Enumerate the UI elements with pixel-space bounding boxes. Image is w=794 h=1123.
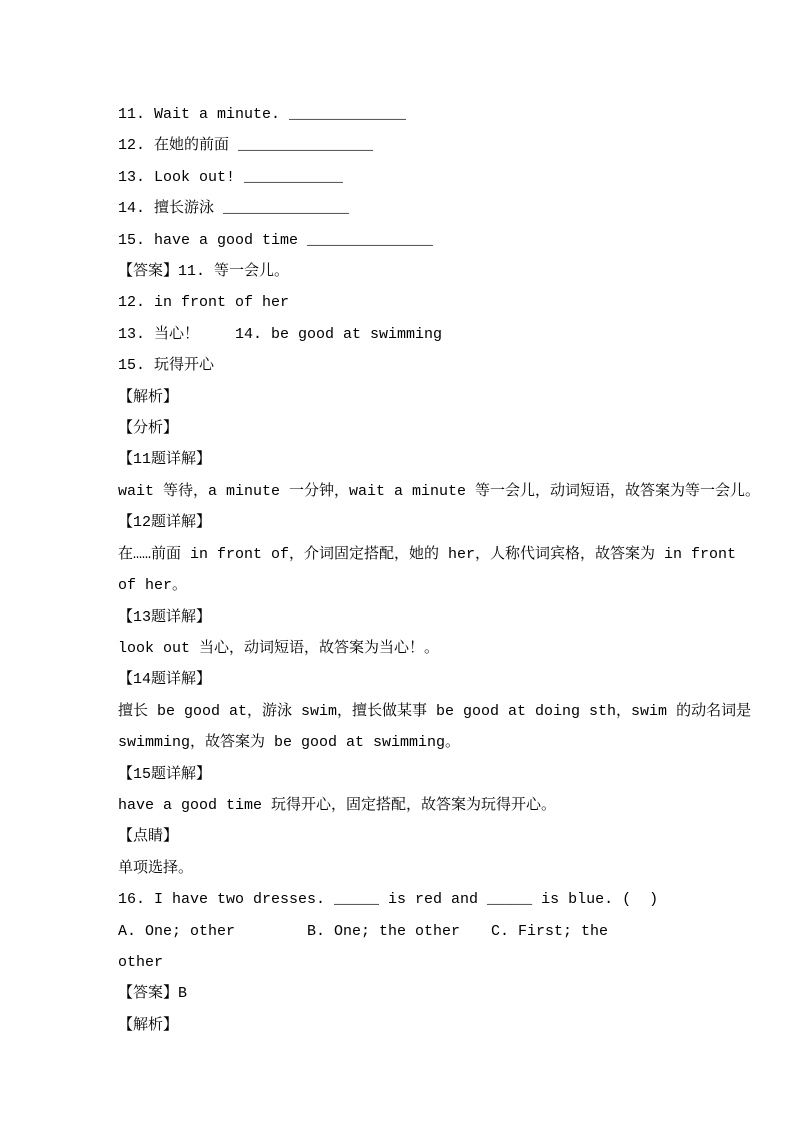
section-label: 【12题详解】 [118, 514, 212, 532]
answer-line: 15. 玩得开心 [118, 357, 215, 375]
answer-line: 12. in front of her [118, 294, 290, 312]
question-item: 13. Look out! ___________ [118, 168, 344, 186]
section-label: 【14题详解】 [118, 671, 212, 689]
option-choice: A. One; other [118, 922, 236, 940]
question-item: 16. I have two dresses. _____ is red and _____ is blue. ( ) [118, 891, 659, 909]
question-item: 11. Wait a minute. _____________ [118, 106, 407, 123]
options-row-continuation: other [118, 953, 164, 971]
answer-line: 13. 当心！ 14. be good at swimming [118, 325, 443, 343]
section-label: 【15题详解】 [118, 765, 212, 783]
section-label: 【点睛】 [118, 828, 179, 846]
explanation-line: wait 等待，a minute 一分钟，wait a minute 等一会儿，动词短语，故答案为等一会儿。 [118, 482, 761, 500]
explanation-line: 单项选择。 [118, 859, 194, 877]
option-choice: B. One; the other [307, 922, 461, 940]
explanation-line: have a good time 玩得开心，固定搭配，故答案为玩得开心。 [118, 796, 557, 814]
section-label: 【解析】 [118, 1016, 179, 1034]
explanation-line: look out 当心，动词短语，故答案为当心！。 [118, 639, 440, 657]
explanation-line: of her。 [118, 577, 188, 595]
explanation-line: 在……前面 in front of，介词固定搭配，她的 her，人称代词宾格，故答案为 in front [118, 545, 737, 563]
question-item: 12. 在她的前面 _______________ [118, 137, 374, 155]
section-label: 【11题详解】 [118, 451, 212, 469]
section-label: 【13题详解】 [118, 608, 212, 626]
explanation-line: 擅长 be good at，游泳 swim，擅长做某事 be good at doing sth，swim 的动名词是 [118, 702, 752, 720]
section-label: 【解析】 [118, 388, 179, 406]
question-item: 15. have a good time ______________ [118, 231, 434, 249]
explanation-line: swimming，故答案为 be good at swimming。 [118, 734, 461, 752]
section-label: 【分析】 [118, 420, 179, 438]
options-row [118, 916, 684, 947]
answer-line: 【答案】11. 等一会儿。 [118, 263, 290, 281]
question-item: 14. 擅长游泳 ______________ [118, 200, 350, 218]
answer-line: 【答案】B [118, 985, 188, 1003]
option-choice: C. First; the [491, 922, 609, 940]
